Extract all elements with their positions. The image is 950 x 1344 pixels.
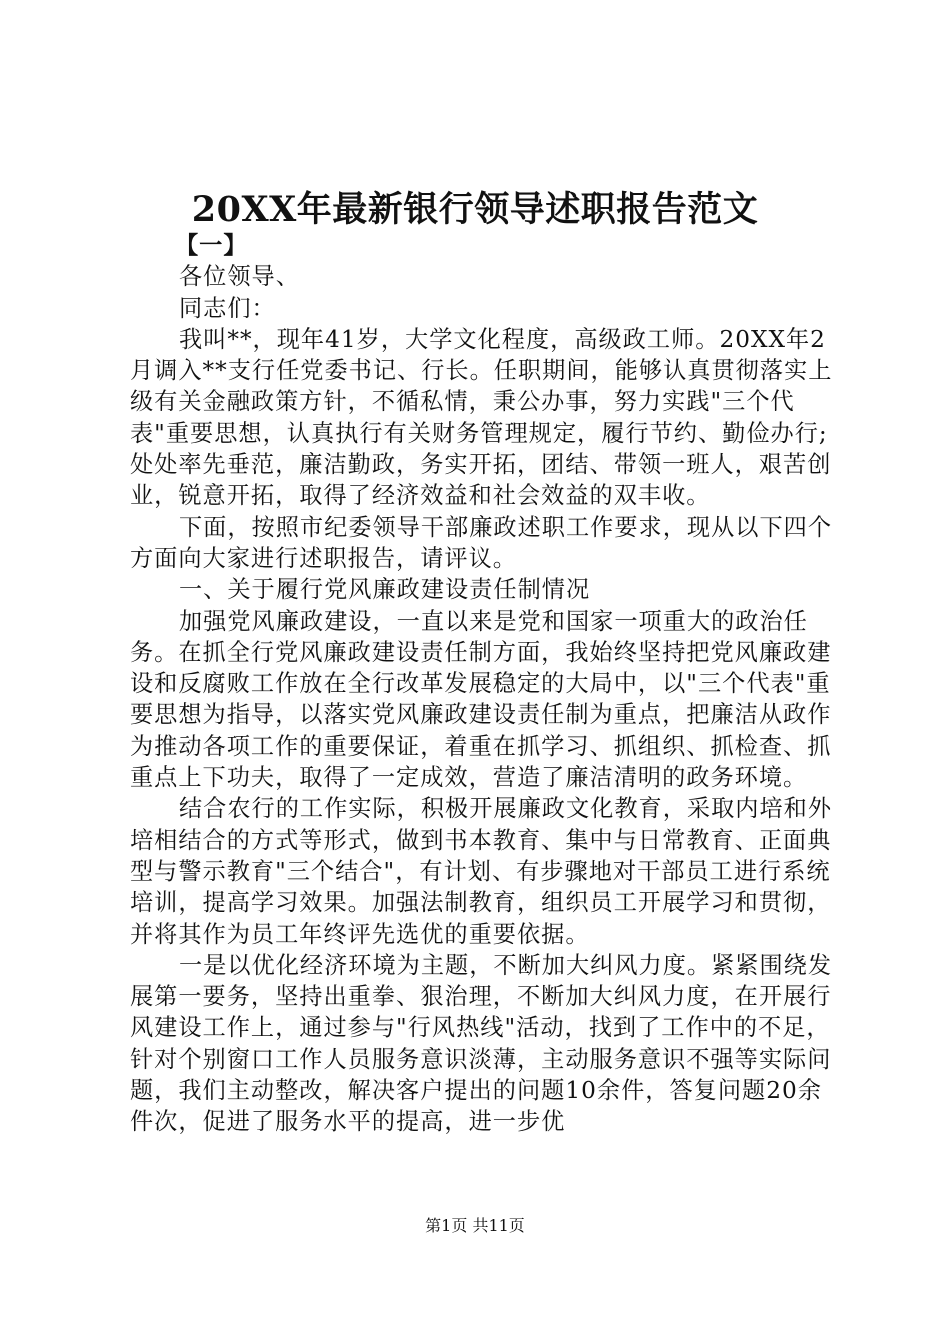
- salutation-line-1: 各位领导、: [179, 263, 300, 291]
- paragraph-education: 结合农行的工作实际，积极开展廉政文化教育，采取内培和外培相结合的方式等形式，做到书本教育、集中与日常教育、正面典型与警示教育"三个结合"，有计划、有步骤地对干部员工进行系统培训，提高学习效果。加强法制教育，组织员工开展学习和贯彻，并将其作为员工年终评先选优的重要依据。: [130, 795, 833, 948]
- paragraph-party-building: 加强党风廉政建设，一直以来是党和国家一项重大的政治任务。在抓全行党风廉政建设责任制方面，我始终坚持把党风廉政建设和反腐败工作放在全行改革发展稳定的大局中，以"三个代表"重要思想为指导，以落实党风廉政建设责任制为重点，把廉洁从政作为推动各项工作的重要保证，着重在抓学习、抓组织、抓检查、抓重点上下功夫，取得了一定成效，营造了廉洁清明的政务环境。: [130, 607, 832, 792]
- salutation-line-2: 同志们：: [179, 294, 276, 322]
- document-body: [130, 230, 836, 1138]
- paragraph-rectification: 一是以优化经济环境为主题，不断加大纠风力度。紧紧围绕发展第一要务，坚持出重拳、狠治理，不断加大纠风力度，在开展行风建设工作上，通过参与"行风热线"活动，找到了工作中的不足，针对个别窗口工作人员服务意识淡薄，主动服务意识不强等实际问题，我们主动整改，解决客户提出的问题10余件，答复问题20余件次，促进了服务水平的提高，进一步优: [130, 951, 833, 1136]
- paragraph-report-intro: 下面，按照市纪委领导干部廉政述职工作要求，现从以下四个方面向大家进行述职报告，请评议。: [130, 513, 833, 572]
- paragraph-self-introduction: 我叫**，现年41岁，大学文化程度，高级政工师。20XX年2月调入**支行任党委书记、行长。任职期间，能够认真贯彻落实上级有关金融政策方针，不循私情，秉公办事，努力实践"三个代表"重要思想，认真执行有关财务管理规定，履行节约、勤俭办行;处处率先垂范，廉洁勤政，务实开拓，团结、带领一班人，艰苦创业，锐意开拓，取得了经济效益和社会效益的双丰收。: [130, 325, 833, 510]
- document-title: 20XX年最新银行领导述职报告范文: [191, 189, 759, 230]
- section-heading-1: 一、关于履行党风廉政建设责任制情况: [179, 576, 591, 604]
- section-marker: 【一】: [175, 232, 248, 259]
- page-footer: 第1页 共11页: [425, 1216, 525, 1235]
